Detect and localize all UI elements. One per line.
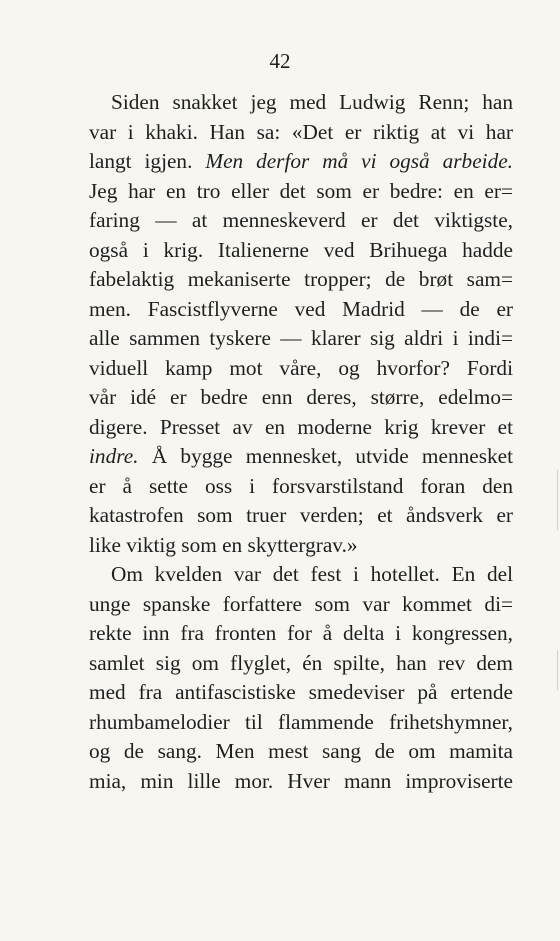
paragraph-1 (89, 88, 513, 560)
text-line: er å sette oss i forsvarstilstand foran den (89, 473, 513, 498)
text-line: alle sammen tyskere — klarer sig aldri i indi= (89, 326, 513, 350)
paragraph-2 (89, 560, 513, 796)
text-line: var i khaki. Han sa: «Det er riktig at vi har (89, 119, 513, 144)
text-line: katastrofen som truer verden; et åndsverk er (89, 503, 513, 527)
text-line: rhumbamelodier til flammende frihetshymner, (89, 709, 513, 734)
text-line: mia, min lille mor. Hver mann improviserte (89, 768, 513, 793)
text-line: Jeg har en tro eller det som er bedre: en er= (89, 178, 513, 203)
text-line: og de sang. Men mest sang de om mamita (89, 739, 513, 763)
text-line: viduell kamp mot våre, og hvorfor? Fordi (89, 355, 513, 380)
text-line (89, 147, 513, 177)
text-line: faring — at menneskeverd er det viktigste, (89, 208, 513, 232)
page-edge-mark (557, 650, 558, 690)
text-line: digere. Presset av en moderne krig krever et (89, 414, 513, 439)
page-number: 42 (269, 49, 291, 73)
text-line: vår idé er bedre enn deres, større, edelmo= (89, 385, 513, 409)
text-line-italic: indre. (89, 444, 139, 468)
text-line: unge spanske forfattere som var kommet di= (89, 591, 513, 616)
text-line: også i krig. Italienerne ved Brihuega hadde (89, 237, 513, 262)
text-line: samlet sig om flyglet, én spilte, han rev dem (89, 650, 513, 675)
text-line: men. Fascistflyverne ved Madrid — de er (89, 296, 513, 321)
text-line-italic: Men derfor må vi også arbeide. (205, 149, 514, 173)
text-line: like viktig som en skyttergrav.» (89, 532, 358, 557)
text-line: fabelaktig mekaniserte tropper; de brøt sam= (89, 267, 513, 291)
text-line: Om kvelden var det fest i hotellet. En del (111, 562, 513, 586)
text-line-plain: langt igjen. (89, 149, 206, 173)
text-line: med fra antifascistiske smedeviser på ertende (89, 680, 513, 704)
page-edge-mark (557, 470, 558, 530)
text-line (89, 442, 513, 472)
text-line: rekte inn fra fronten for å delta i kongressen, (89, 621, 513, 645)
text-line-plain: Å bygge mennesket, utvide mennesket (138, 444, 513, 468)
text-line: Siden snakket jeg med Ludwig Renn; han (111, 90, 513, 114)
